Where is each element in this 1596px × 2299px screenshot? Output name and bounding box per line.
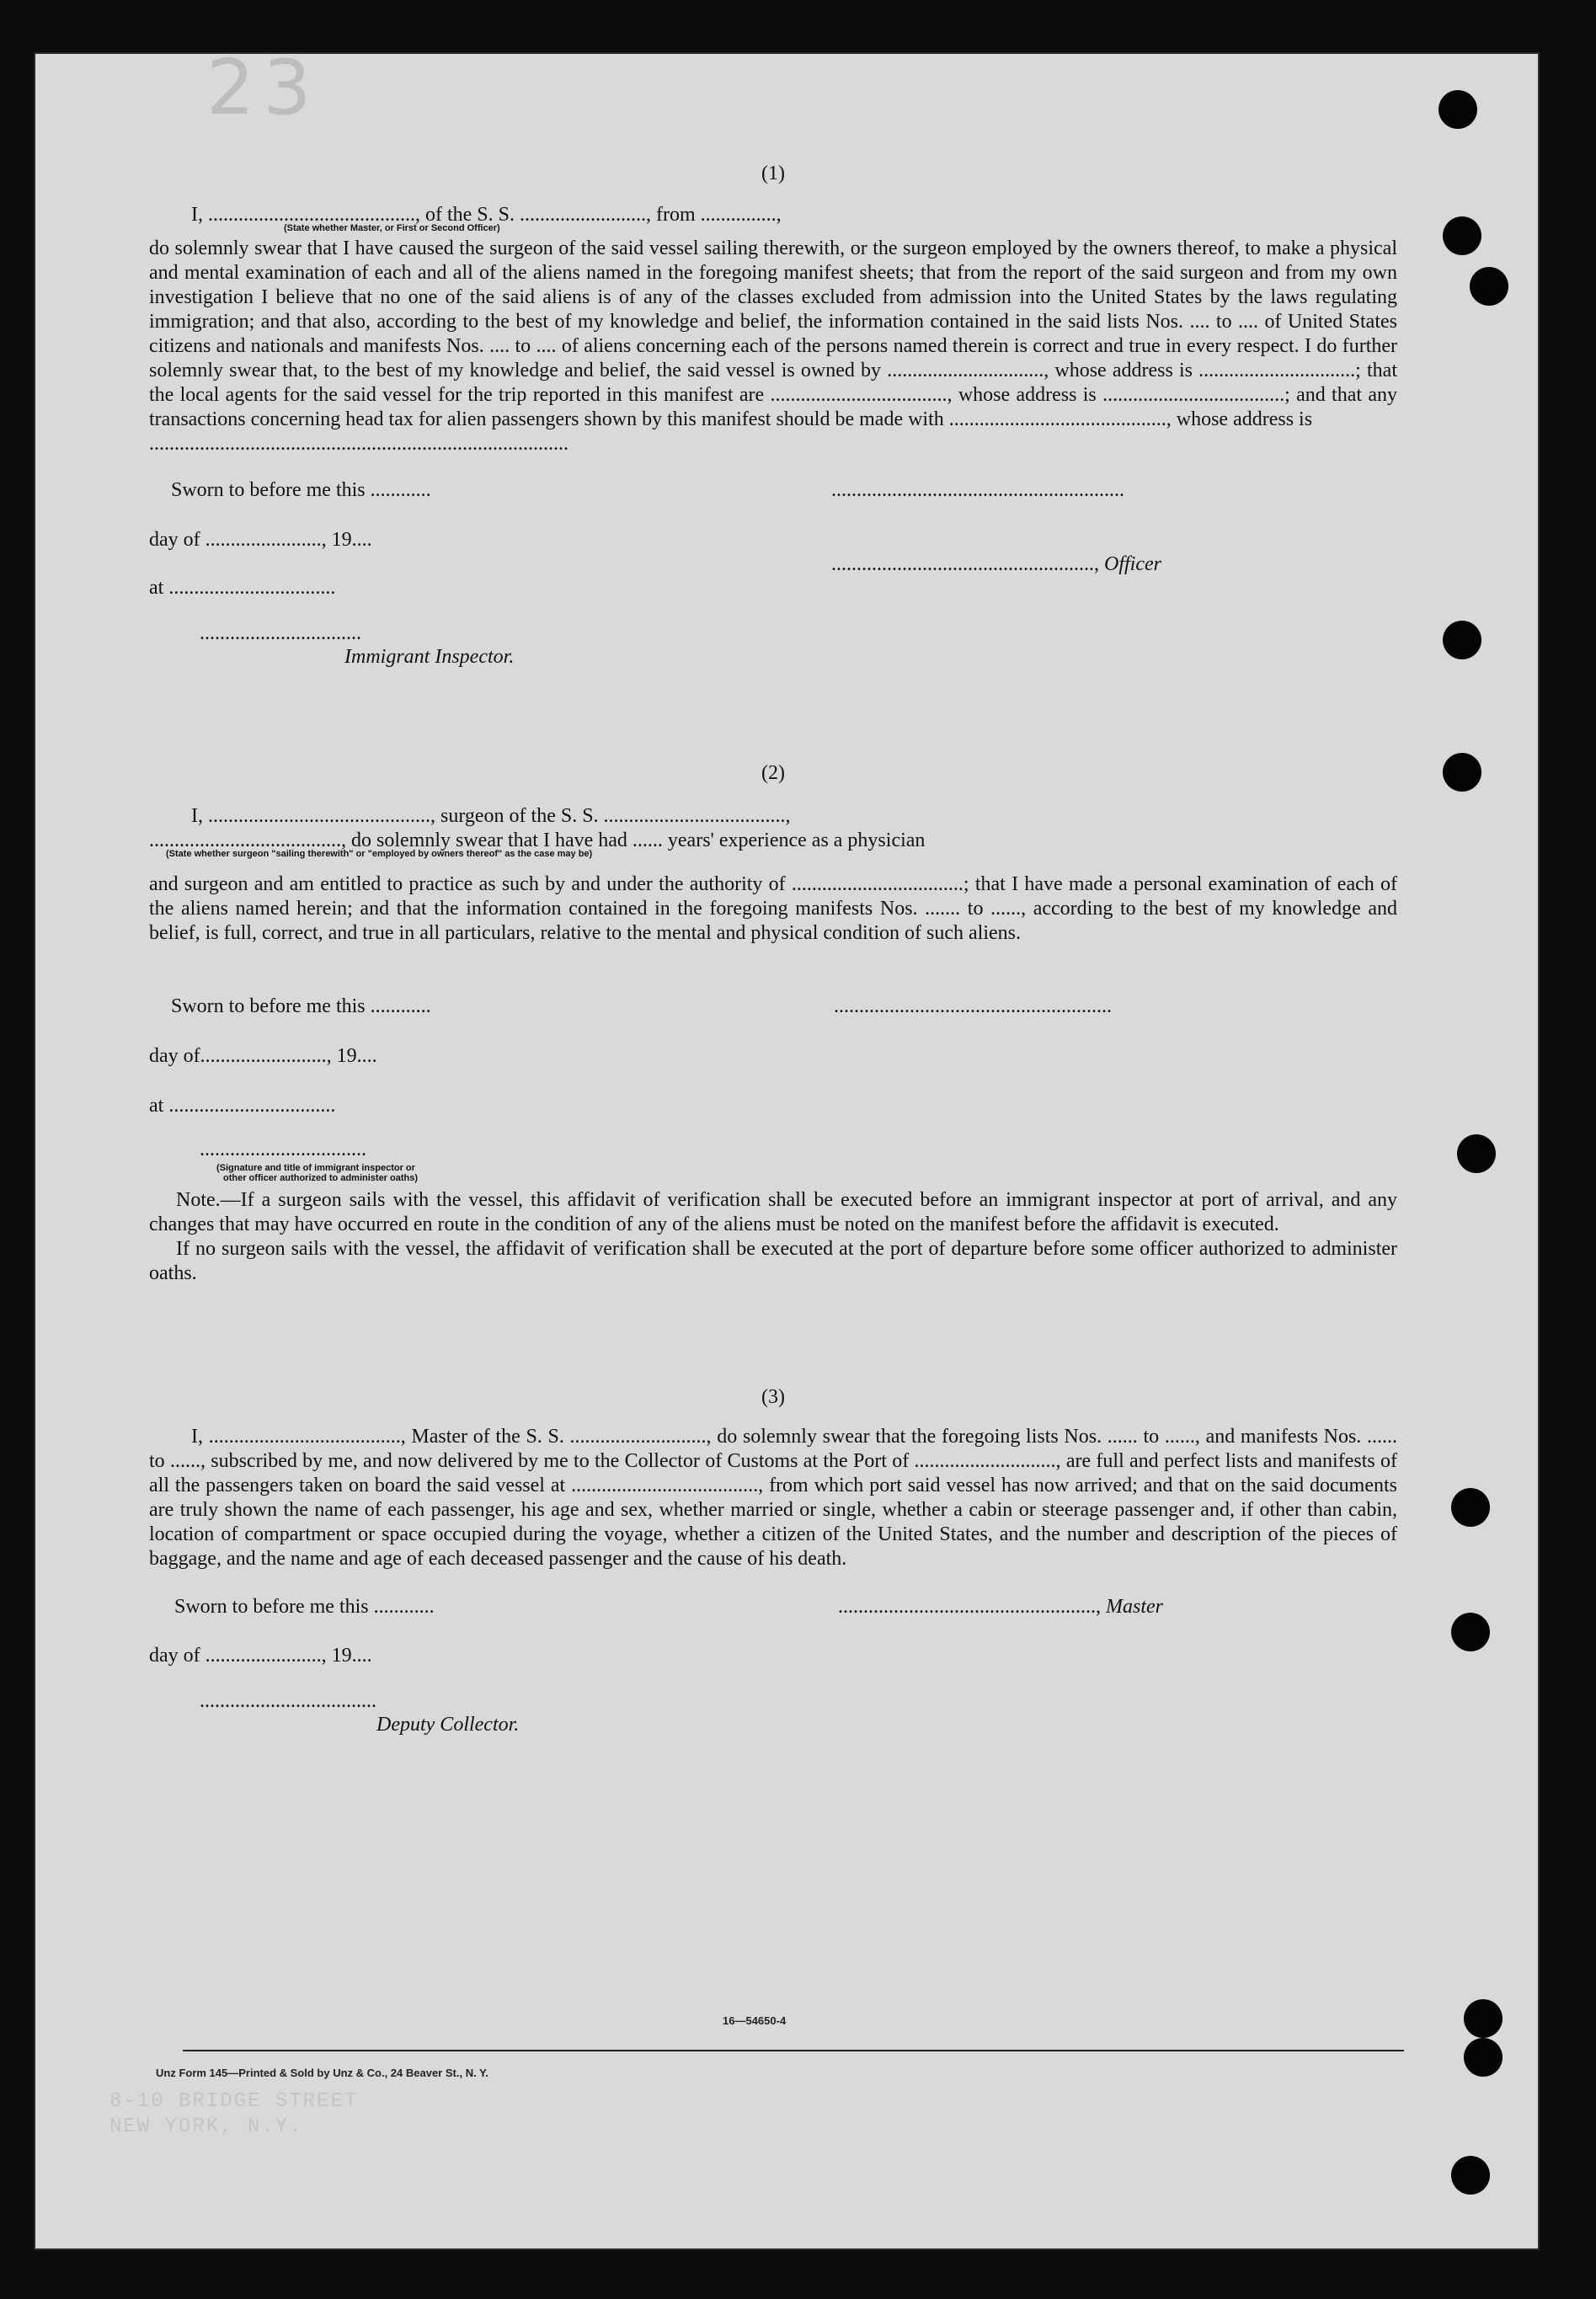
officer-dots: .......................................................... bbox=[831, 479, 1124, 501]
at-line: at ................................. bbox=[149, 1095, 336, 1117]
section-1-trailing-dots: ................................................................................... bbox=[149, 433, 568, 455]
printer-imprint: Unz Form 145—Printed & Sold by Unz & Co., 24 Beaver St., N. Y. bbox=[156, 2067, 488, 2079]
form-content bbox=[149, 162, 1397, 1740]
day-line: day of........................., 19.... bbox=[149, 1045, 377, 1067]
section-3-body: I, ......................................, Master of the S. S. ..........................., do solemnly swear that the foregoing lists Nos. ...... to ......, and manifests Nos. ...... to ......, subscribed by me, and now delivered by me to the Collector of Customs at the Port of ............................, are full and perfect lists and manifests of all the passengers taken on board the said vessel at ....................................., from which port said vessel has now arrived; and that on the said documents are truly shown the name of each passenger, his age and sex, whether married or single, whether a cabin or steerage passenger and, if other than cabin, location of compartment or space occupied during the voyage, whether a citizen of the United States, and the number and description of the pieces of baggage, and the name and age of each deceased passenger and the cause of his death. bbox=[149, 1426, 1397, 1570]
immigrant-inspector-label: Immigrant Inspector. bbox=[344, 646, 515, 668]
punch-hole bbox=[1443, 216, 1481, 255]
punch-hole bbox=[1443, 621, 1481, 659]
punch-hole bbox=[1439, 90, 1477, 129]
section-2-note-2: If no surgeon sails with the vessel, the affidavit of verification shall be executed at the port of departure before some officer authorized to administer oaths. bbox=[149, 1238, 1397, 1284]
section-2-number: (2) bbox=[761, 762, 785, 784]
punch-hole bbox=[1451, 1613, 1490, 1651]
sworn-line: Sworn to before me this ............ bbox=[171, 479, 431, 501]
section-2-body: and surgeon and am entitled to practice as such by and under the authority of ..................................; that I have made a personal examination of each of the aliens named herein; and that the information contained in the foregoing manifests Nos. ....... to ......, according to the best of my knowledge and belief, is full, correct, and true in all particulars, relative to the mental and physical condition of such aliens. bbox=[149, 873, 1397, 944]
signature-note-2: other officer authorized to administer oaths) bbox=[223, 1173, 419, 1183]
section-3-number: (3) bbox=[761, 1386, 785, 1408]
section-1-signature-block bbox=[149, 456, 1397, 667]
day-line: day of ......................., 19.... bbox=[149, 529, 372, 551]
punch-hole bbox=[1443, 753, 1481, 792]
signature-dots: ................................. bbox=[200, 1139, 366, 1160]
deputy-collector-label: Deputy Collector. bbox=[376, 1714, 520, 1736]
collector-dots: ................................... bbox=[200, 1690, 376, 1712]
section-3-signature-block bbox=[149, 1571, 1397, 1740]
sworn-line: Sworn to before me this ............ bbox=[174, 1596, 435, 1618]
ghost-page-number: 23 bbox=[206, 44, 320, 132]
section-2-line2: ......................................, do solemnly swear that I have had ...... years' experience as a physician bbox=[149, 829, 926, 851]
master-signature-line-role: Master bbox=[1106, 1596, 1163, 1618]
punch-hole bbox=[1451, 2156, 1490, 2195]
officer-signature-line-role: Officer bbox=[1104, 553, 1161, 575]
ghost-address-line2: NEW YORK, N.Y. bbox=[109, 2115, 303, 2138]
section-2-line1: I, ............................................, surgeon of the S. S. ...................................., bbox=[191, 805, 791, 827]
form-code: 16—54650-4 bbox=[723, 2014, 787, 2027]
section-1-number: (1) bbox=[761, 163, 785, 184]
punch-hole bbox=[1457, 1134, 1496, 1173]
master-line bbox=[838, 1595, 1163, 1619]
master-signature-line: ..................................................., Master bbox=[838, 1596, 1163, 1618]
officer-line bbox=[831, 552, 1161, 577]
footer-rule bbox=[183, 2050, 1404, 2051]
sworn-line: Sworn to before me this ............ bbox=[171, 995, 431, 1017]
day-line: day of ......................., 19.... bbox=[149, 1645, 372, 1667]
punch-hole bbox=[1470, 267, 1508, 306]
document-page bbox=[34, 44, 1540, 2250]
punch-hole bbox=[1451, 1488, 1490, 1527]
section-2-signature-block bbox=[149, 946, 1397, 1183]
at-line: at ................................. bbox=[149, 577, 336, 599]
section-2-line2-note: (State whether surgeon "sailing therewith" or "employed by owners thereof" as the case may be) bbox=[166, 849, 593, 859]
section-1-line1: I, ........................................., of the S. S. ........................., from ..............., bbox=[191, 204, 782, 226]
punch-hole bbox=[1464, 1999, 1503, 2038]
ghost-address-line1: 8-10 BRIDGE STREET bbox=[109, 2090, 359, 2113]
officer-dots: ....................................................... bbox=[834, 995, 1112, 1017]
section-1-body: do solemnly swear that I have caused the surgeon of the said vessel sailing therewith, or the surgeon employed by the owners thereof, to make a physical and mental examination of each and all of the aliens named in the foregoing manifest sheets; that from the report of the said surgeon and from my own investigation I believe that no one of the said aliens is of any of the classes excluded from admission into the United States by the laws regulating immigration; and that also, according to the best of my knowledge and belief, the information contained in the said lists Nos. .... to .... of United States citizens and nationals and manifests Nos. .... to .... of aliens concerning each of the persons named therein is correct and true in every respect. I do further solemnly swear that, to the best of my knowledge and belief, the said vessel is owned by ..............................., whose address is ...............................; that the local agents for the said vessel for the trip reported in this manifest are ..................................., whose address is ....................................; and that any transactions concerning head tax for alien passengers shown by this manifest should be made with ..........................................., whose address is bbox=[149, 237, 1397, 430]
section-1-line1-note: (State whether Master, or First or Second Officer) bbox=[284, 223, 500, 233]
punch-hole bbox=[1464, 2038, 1503, 2077]
inspector-dots: ................................ bbox=[200, 622, 361, 644]
officer-signature-line: ...................................................., Officer bbox=[831, 553, 1161, 575]
signature-note-1: (Signature and title of immigrant inspector or bbox=[216, 1163, 415, 1173]
section-2-note-1: Note.—If a surgeon sails with the vessel, this affidavit of verification shall be executed before an immigrant inspector at port of arrival, and any changes that may have occurred en route in the condition of any of the aliens must be noted on the manifest before the affidavit is executed. bbox=[149, 1189, 1397, 1235]
